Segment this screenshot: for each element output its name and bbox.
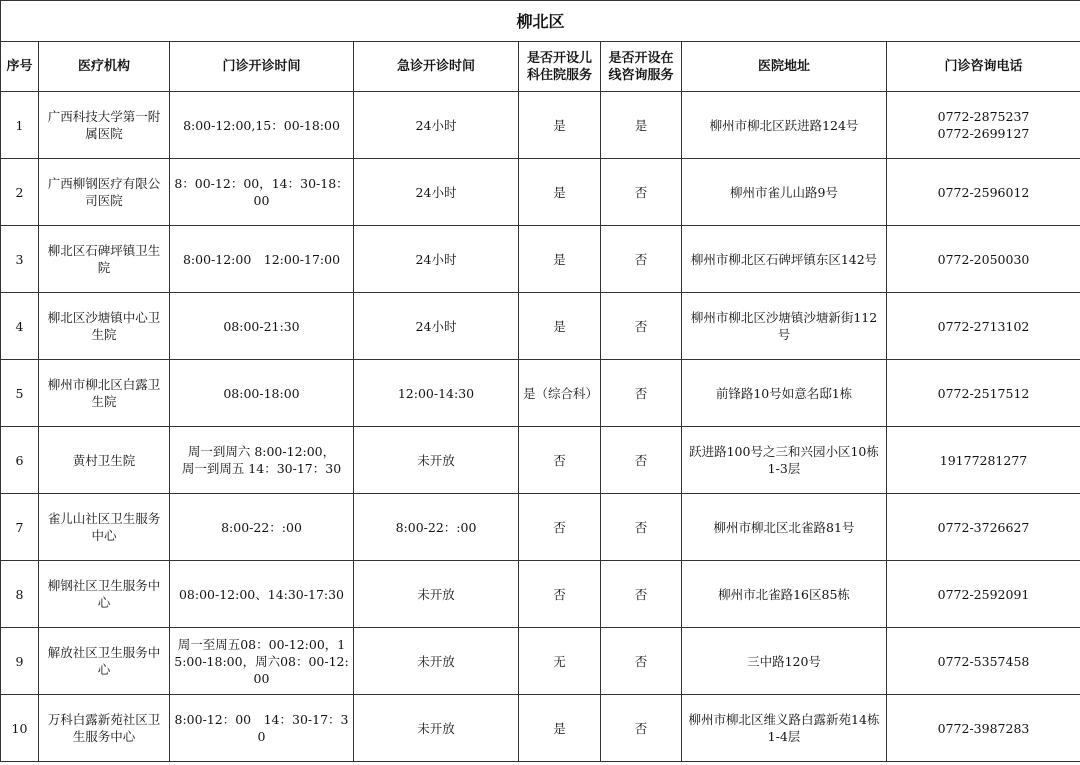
cell-address: 跃进路100号之三和兴园小区10栋1-3层 xyxy=(682,427,887,494)
cell-phone: 0772-2875237 0772-2699127 xyxy=(887,92,1080,159)
cell-phone: 0772-3726627 xyxy=(887,494,1080,561)
cell-institution: 柳钢社区卫生服务中心 xyxy=(39,561,170,628)
cell-outpatient-hours: 8:00-12：00 14：30-17：30 xyxy=(170,695,354,762)
cell-institution: 解放社区卫生服务中心 xyxy=(39,628,170,695)
cell-pediatric-inpatient: 是 xyxy=(519,159,601,226)
cell-seq: 3 xyxy=(1,226,39,293)
cell-pediatric-inpatient: 是（综合科） xyxy=(519,360,601,427)
cell-online-consult: 否 xyxy=(601,561,682,628)
cell-emergency-hours: 未开放 xyxy=(354,561,519,628)
table-row xyxy=(1,293,1080,360)
header-outpatient-hours: 门诊开诊时间 xyxy=(170,42,354,92)
cell-seq: 10 xyxy=(1,695,39,762)
cell-online-consult: 否 xyxy=(601,695,682,762)
cell-address: 柳州市柳北区跃进路124号 xyxy=(682,92,887,159)
header-institution: 医疗机构 xyxy=(39,42,170,92)
table-row xyxy=(1,628,1080,695)
cell-outpatient-hours: 周一至周五08：00-12:00，15:00-18:00，周六08：00-12:00 xyxy=(170,628,354,695)
table-row xyxy=(1,159,1080,226)
cell-online-consult: 否 xyxy=(601,628,682,695)
cell-outpatient-hours: 08:00-21:30 xyxy=(170,293,354,360)
cell-address: 柳州市雀儿山路9号 xyxy=(682,159,887,226)
cell-outpatient-hours: 08:00-12:00、14:30-17:30 xyxy=(170,561,354,628)
cell-seq: 7 xyxy=(1,494,39,561)
cell-outpatient-hours: 8:00-12:00 12:00-17:00 xyxy=(170,226,354,293)
cell-online-consult: 否 xyxy=(601,159,682,226)
header-pediatric-inpatient: 是否开设儿科住院服务 xyxy=(519,42,601,92)
cell-outpatient-hours: 周一到周六 8:00-12:00， 周一到周五 14：30-17：30 xyxy=(170,427,354,494)
cell-institution: 万科白露新苑社区卫生服务中心 xyxy=(39,695,170,762)
cell-pediatric-inpatient: 否 xyxy=(519,494,601,561)
cell-institution: 广西科技大学第一附属医院 xyxy=(39,92,170,159)
cell-address: 柳州市柳北区北雀路81号 xyxy=(682,494,887,561)
table-row xyxy=(1,427,1080,494)
cell-institution: 柳北区沙塘镇中心卫生院 xyxy=(39,293,170,360)
cell-address: 前锋路10号如意名邸1栋 xyxy=(682,360,887,427)
cell-institution: 柳州市柳北区白露卫生院 xyxy=(39,360,170,427)
cell-emergency-hours: 8:00-22：:00 xyxy=(354,494,519,561)
cell-institution: 黄村卫生院 xyxy=(39,427,170,494)
header-row xyxy=(1,42,1080,92)
cell-address: 柳州市柳北区沙塘镇沙塘新街112号 xyxy=(682,293,887,360)
cell-pediatric-inpatient: 无 xyxy=(519,628,601,695)
cell-seq: 6 xyxy=(1,427,39,494)
table-row xyxy=(1,494,1080,561)
cell-emergency-hours: 未开放 xyxy=(354,695,519,762)
cell-seq: 5 xyxy=(1,360,39,427)
cell-online-consult: 是 xyxy=(601,92,682,159)
cell-emergency-hours: 未开放 xyxy=(354,427,519,494)
cell-address: 柳州市北雀路16区85栋 xyxy=(682,561,887,628)
cell-online-consult: 否 xyxy=(601,360,682,427)
cell-seq: 1 xyxy=(1,92,39,159)
cell-phone: 0772-2596012 xyxy=(887,159,1080,226)
cell-phone: 19177281277 xyxy=(887,427,1080,494)
cell-outpatient-hours: 8:00-12:00,15：00-18:00 xyxy=(170,92,354,159)
cell-pediatric-inpatient: 是 xyxy=(519,293,601,360)
table-row xyxy=(1,226,1080,293)
cell-online-consult: 否 xyxy=(601,226,682,293)
cell-seq: 9 xyxy=(1,628,39,695)
cell-seq: 2 xyxy=(1,159,39,226)
cell-phone: 0772-3987283 xyxy=(887,695,1080,762)
cell-address: 三中路120号 xyxy=(682,628,887,695)
cell-pediatric-inpatient: 否 xyxy=(519,427,601,494)
cell-outpatient-hours: 08:00-18:00 xyxy=(170,360,354,427)
cell-emergency-hours: 24小时 xyxy=(354,92,519,159)
cell-online-consult: 否 xyxy=(601,293,682,360)
cell-address: 柳州市柳北区石碑坪镇东区142号 xyxy=(682,226,887,293)
cell-pediatric-inpatient: 是 xyxy=(519,695,601,762)
cell-pediatric-inpatient: 否 xyxy=(519,561,601,628)
cell-pediatric-inpatient: 是 xyxy=(519,226,601,293)
cell-phone: 0772-5357458 xyxy=(887,628,1080,695)
cell-phone: 0772-2713102 xyxy=(887,293,1080,360)
cell-phone: 0772-2592091 xyxy=(887,561,1080,628)
cell-emergency-hours: 24小时 xyxy=(354,226,519,293)
cell-institution: 柳北区石碑坪镇卫生院 xyxy=(39,226,170,293)
table-row xyxy=(1,360,1080,427)
cell-online-consult: 否 xyxy=(601,427,682,494)
cell-phone: 0772-2050030 xyxy=(887,226,1080,293)
cell-seq: 8 xyxy=(1,561,39,628)
cell-institution: 雀儿山社区卫生服务中心 xyxy=(39,494,170,561)
cell-seq: 4 xyxy=(1,293,39,360)
table-row xyxy=(1,561,1080,628)
table-title: 柳北区 xyxy=(1,1,1080,42)
cell-emergency-hours: 12:00-14:30 xyxy=(354,360,519,427)
header-phone: 门诊咨询电话 xyxy=(887,42,1080,92)
cell-online-consult: 否 xyxy=(601,494,682,561)
cell-emergency-hours: 24小时 xyxy=(354,293,519,360)
cell-emergency-hours: 未开放 xyxy=(354,628,519,695)
header-address: 医院地址 xyxy=(682,42,887,92)
table-row xyxy=(1,92,1080,159)
header-seq: 序号 xyxy=(1,42,39,92)
cell-outpatient-hours: 8：00-12：00，14：30-18：00 xyxy=(170,159,354,226)
table-row xyxy=(1,695,1080,762)
header-online-consult: 是否开设在线咨询服务 xyxy=(601,42,682,92)
header-emergency-hours: 急诊开诊时间 xyxy=(354,42,519,92)
cell-outpatient-hours: 8:00-22：:00 xyxy=(170,494,354,561)
cell-pediatric-inpatient: 是 xyxy=(519,92,601,159)
cell-emergency-hours: 24小时 xyxy=(354,159,519,226)
cell-address: 柳州市柳北区维义路白露新苑14栋1-4层 xyxy=(682,695,887,762)
cell-phone: 0772-2517512 xyxy=(887,360,1080,427)
cell-institution: 广西柳钢医疗有限公司医院 xyxy=(39,159,170,226)
